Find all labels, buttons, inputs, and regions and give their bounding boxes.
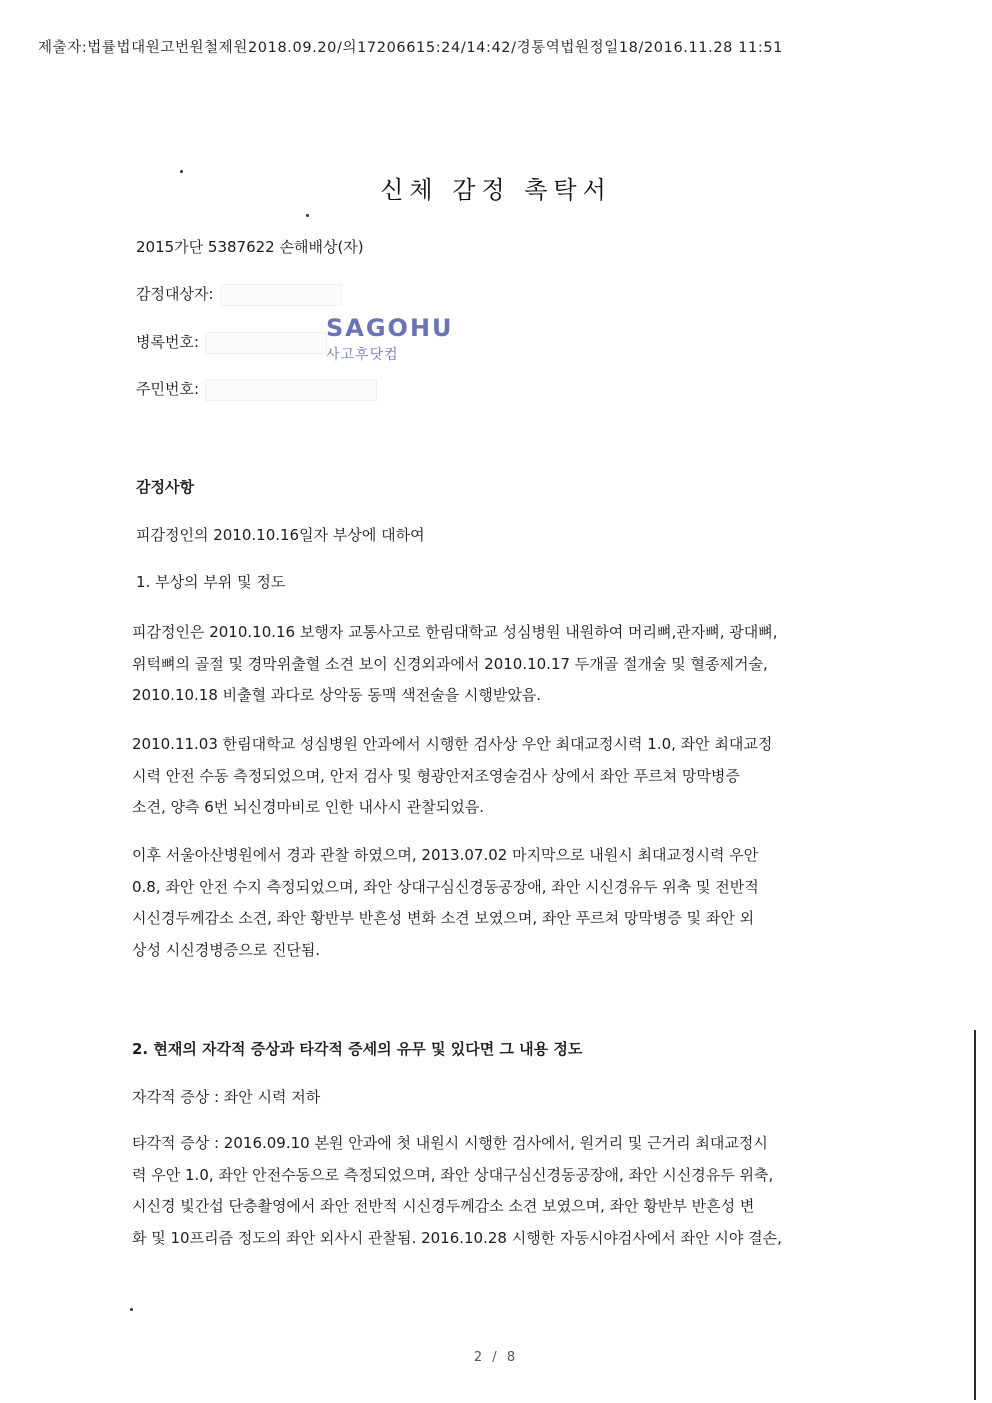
record-label: 병록번호:: [136, 333, 200, 351]
section1-paragraph: [132, 840, 856, 966]
stamp-text-ko: 사고후닷컴: [326, 347, 399, 363]
section1-paragraph: [132, 729, 856, 824]
document-title: 신체 감정 촉탁서: [380, 176, 612, 204]
paragraph-line: 시신경두께감소 소견, 좌안 황반부 반흔성 변화 소견 보였으며, 좌안 푸르쳐 망막병증 및 좌안 외: [132, 909, 755, 927]
paragraph-line: 상성 시신경병증으로 진단됨.: [132, 940, 321, 959]
section2-heading: 2. 현재의 자각적 증상과 타각적 증세의 유무 및 있다면 그 내용 정도: [132, 1040, 583, 1058]
subject-field: [136, 283, 342, 306]
paragraph-line: 시신경 빛간섭 단층촬영에서 좌안 전반적 시신경두께감소 소견 보였으며, 좌안 황반부 반흔성 변: [132, 1197, 755, 1215]
scan-speck: [306, 214, 309, 217]
paragraph-line: 이후 서울아산병원에서 경과 관찰 하였으며, 2013.07.02 마지막으로 내원시 최대교정시력 우안: [132, 846, 759, 864]
fax-header: 제출자:법률법대원고번원철제원2018.09.20/의17206615:24/14:42/경통역법원정일18/2016.11.28 11:51: [38, 40, 783, 56]
redacted-subject: [220, 284, 342, 306]
subject-label: 감정대상자:: [136, 285, 214, 303]
case-number: 2015가단 5387622 손해배상(자): [136, 238, 364, 256]
section1-paragraph: [132, 617, 856, 712]
subjective-symptoms: 자각적 증상 : 좌안 시력 저하: [132, 1088, 321, 1106]
paragraph-line: 력 우안 1.0, 좌안 안전수동으로 측정되었으며, 좌안 상대구심신경동공장애, 좌안 시신경유두 위축,: [132, 1165, 774, 1184]
paragraph-line: 피감정인은 2010.10.16 보행자 교통사고로 한림대학교 성심병원 내원하여 머리뼈,관자뼈, 광대뼈,: [132, 623, 778, 641]
section1-heading: 1. 부상의 부위 및 정도: [136, 573, 286, 591]
paragraph-line: 2010.10.18 비출혈 과다로 상악동 동맥 색전술을 시행받았음.: [132, 686, 542, 704]
scan-edge-mark: [974, 1030, 976, 1400]
paragraph-line: 소견, 양측 6번 뇌신경마비로 인한 내사시 관찰되었음.: [132, 798, 484, 816]
resident-label: 주민번호:: [136, 380, 200, 398]
scan-speck: [180, 170, 183, 173]
objective-symptoms: [132, 1128, 856, 1254]
stamp-text-en: SAGOHU: [326, 314, 454, 342]
page-number: 2 / 8: [473, 1350, 519, 1365]
paragraph-line: 화 및 10프리즘 정도의 좌안 외사시 관찰됨. 2016.10.28 시행한 자동시야검사에서 좌안 시야 결손,: [132, 1228, 782, 1247]
watermark-stamp: [326, 314, 454, 364]
paragraph-line: 0.8, 좌안 안전 수지 측정되었으며, 좌안 상대구심신경동공장애, 좌안 시신경유두 위축 및 전반적: [132, 877, 759, 896]
paragraph-line: 시력 안전 수동 측정되었으며, 안저 검사 및 형광안저조영술검사 상에서 좌안 푸르쳐 망막병증: [132, 766, 740, 785]
paragraph-line: 2010.11.03 한림대학교 성심병원 안과에서 시행한 검사상 우안 최대교정시력 1.0, 좌안 최대교정: [132, 735, 773, 753]
paragraph-line: 위턱뼈의 골절 및 경막위출혈 소견 보이 신경외과에서 2010.10.17 두개골 절개술 및 혈종제거술,: [132, 654, 768, 673]
paragraph-line: 타각적 증상 : 2016.09.10 본원 안과에 첫 내원시 시행한 검사에서, 원거리 및 근거리 최대교정시: [132, 1134, 768, 1152]
record-field: [136, 331, 327, 354]
redacted-resident: [205, 379, 377, 401]
scan-speck: [130, 1308, 133, 1311]
redacted-record: [205, 332, 327, 354]
resident-field: [136, 378, 377, 401]
section-title: 감정사항: [136, 478, 194, 496]
intro-text: 피감정인의 2010.10.16일자 부상에 대하여: [136, 526, 425, 544]
